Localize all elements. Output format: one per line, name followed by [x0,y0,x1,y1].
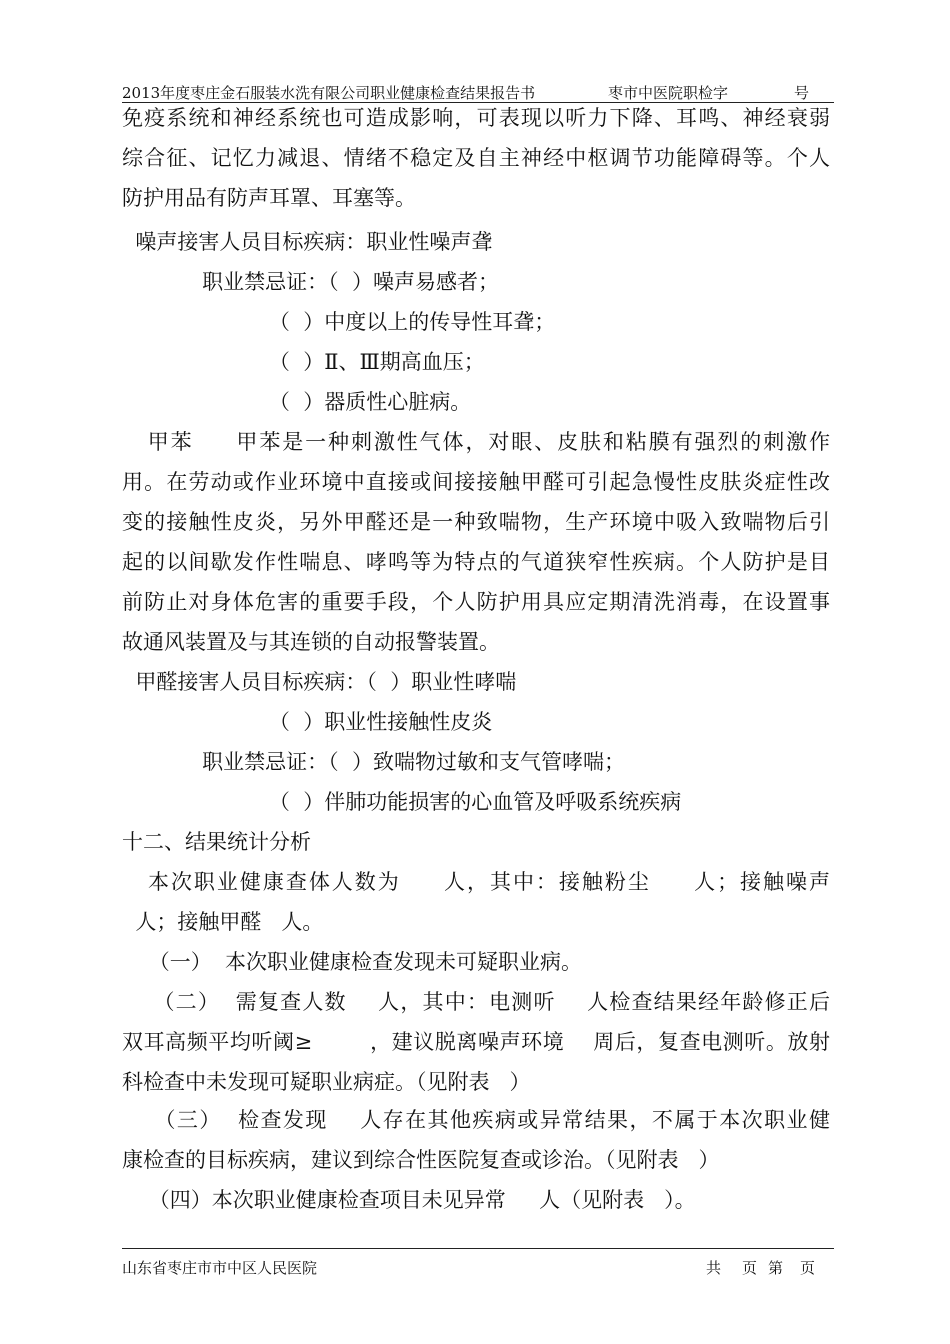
result-item: （三） 检查发现 人存在其他疾病或异常结果，不属于本次职业健 [122,1108,830,1132]
formaldehyde-contraindication: 职业禁忌证：（ ）致喘物过敏和支气管哮喘； [122,750,625,774]
formaldehyde-target-disease: 甲醛接害人员目标疾病：（ ）职业性哮喘 [122,670,517,694]
body-line: 防护用品有防声耳罩、耳塞等。 [122,186,416,210]
formaldehyde-contraindication: （ ）伴肺功能损害的心血管及呼吸系统疾病 [122,790,682,814]
body-line: 康检查的目标疾病，建议到综合性医院复查或诊治。（见附表 ） [122,1148,720,1172]
body-line: 故通风装置及与其连锁的自动报警装置。 [122,630,500,654]
formaldehyde-target-disease: （ ）职业性接触性皮炎 [122,710,493,734]
footer-total-label: 共 [706,1259,722,1277]
report-title: 2013年度枣庄金石服装水洗有限公司职业健康检查结果报告书 [122,84,536,102]
result-item: （一） 本次职业健康检查发现未可疑职业病。 [122,950,583,974]
body-line: 科检查中未发现可疑职业病症。（见附表 ） [122,1070,531,1094]
body-line: 起的以间歇发作性喘息、哮鸣等为特点的气道狭窄性疾病。个人防护是目 [122,550,830,574]
body-line: 前防止对身体危害的重要手段，个人防护用具应定期清洗消毒，在设置事 [122,590,830,614]
result-item: （二） 需复查人数 人，其中：电测听 人检查结果经年龄修正后 [122,990,830,1014]
body-line: 免疫系统和神经系统也可造成影响，可表现以听力下降、耳鸣、神经衰弱 [122,106,830,130]
noise-target-disease: 噪声接害人员目标疾病：职业性噪声聋 [122,230,493,254]
footer-total-unit: 页 [742,1259,758,1277]
noise-contraindication: （ ）器质性心脏病。 [122,390,472,414]
noise-contraindication: 职业禁忌证：（ ）噪声易感者； [122,270,499,294]
result-item: （四）本次职业健康检查项目未见异常 人（见附表 ）。 [122,1188,696,1212]
body-line: 本次职业健康查体人数为 人，其中：接触粉尘 人；接触噪声 [122,870,830,894]
page-footer [122,1248,834,1279]
body-line: 变的接触性皮炎，另外甲醛还是一种致喘物，生产环境中吸入致喘物后引 [122,510,830,534]
body-line: 人；接触甲醛 人。 [122,910,324,934]
noise-contraindication: （ ）Ⅱ、Ⅲ期高血压； [122,350,485,374]
report-ref-label: 枣市中医院职检字 [608,84,729,102]
report-number-suffix: 号 [794,84,810,102]
footer-page-label: 第 [768,1259,784,1277]
body-line: 综合征、记忆力减退、情绪不稳定及自主神经中枢调节功能障碍等。个人 [122,146,830,170]
page-header [122,80,834,103]
body-line: 双耳高频平均听阈≥ ，建议脱离噪声环境 周后，复查电测听。放射 [122,1030,830,1054]
footer-page-unit: 页 [800,1259,816,1277]
body-line: 甲苯 甲苯是一种刺激性气体，对眼、皮肤和粘膜有强烈的刺激作 [122,430,830,454]
footer-hospital: 山东省枣庄市市中区人民医院 [122,1259,318,1277]
section-heading: 十二、结果统计分析 [122,830,311,854]
body-line: 用。在劳动或作业环境中直接或间接接触甲醛可引起急慢性皮肤炎症性改 [122,470,830,494]
noise-contraindication: （ ）中度以上的传导性耳聋； [122,310,556,334]
